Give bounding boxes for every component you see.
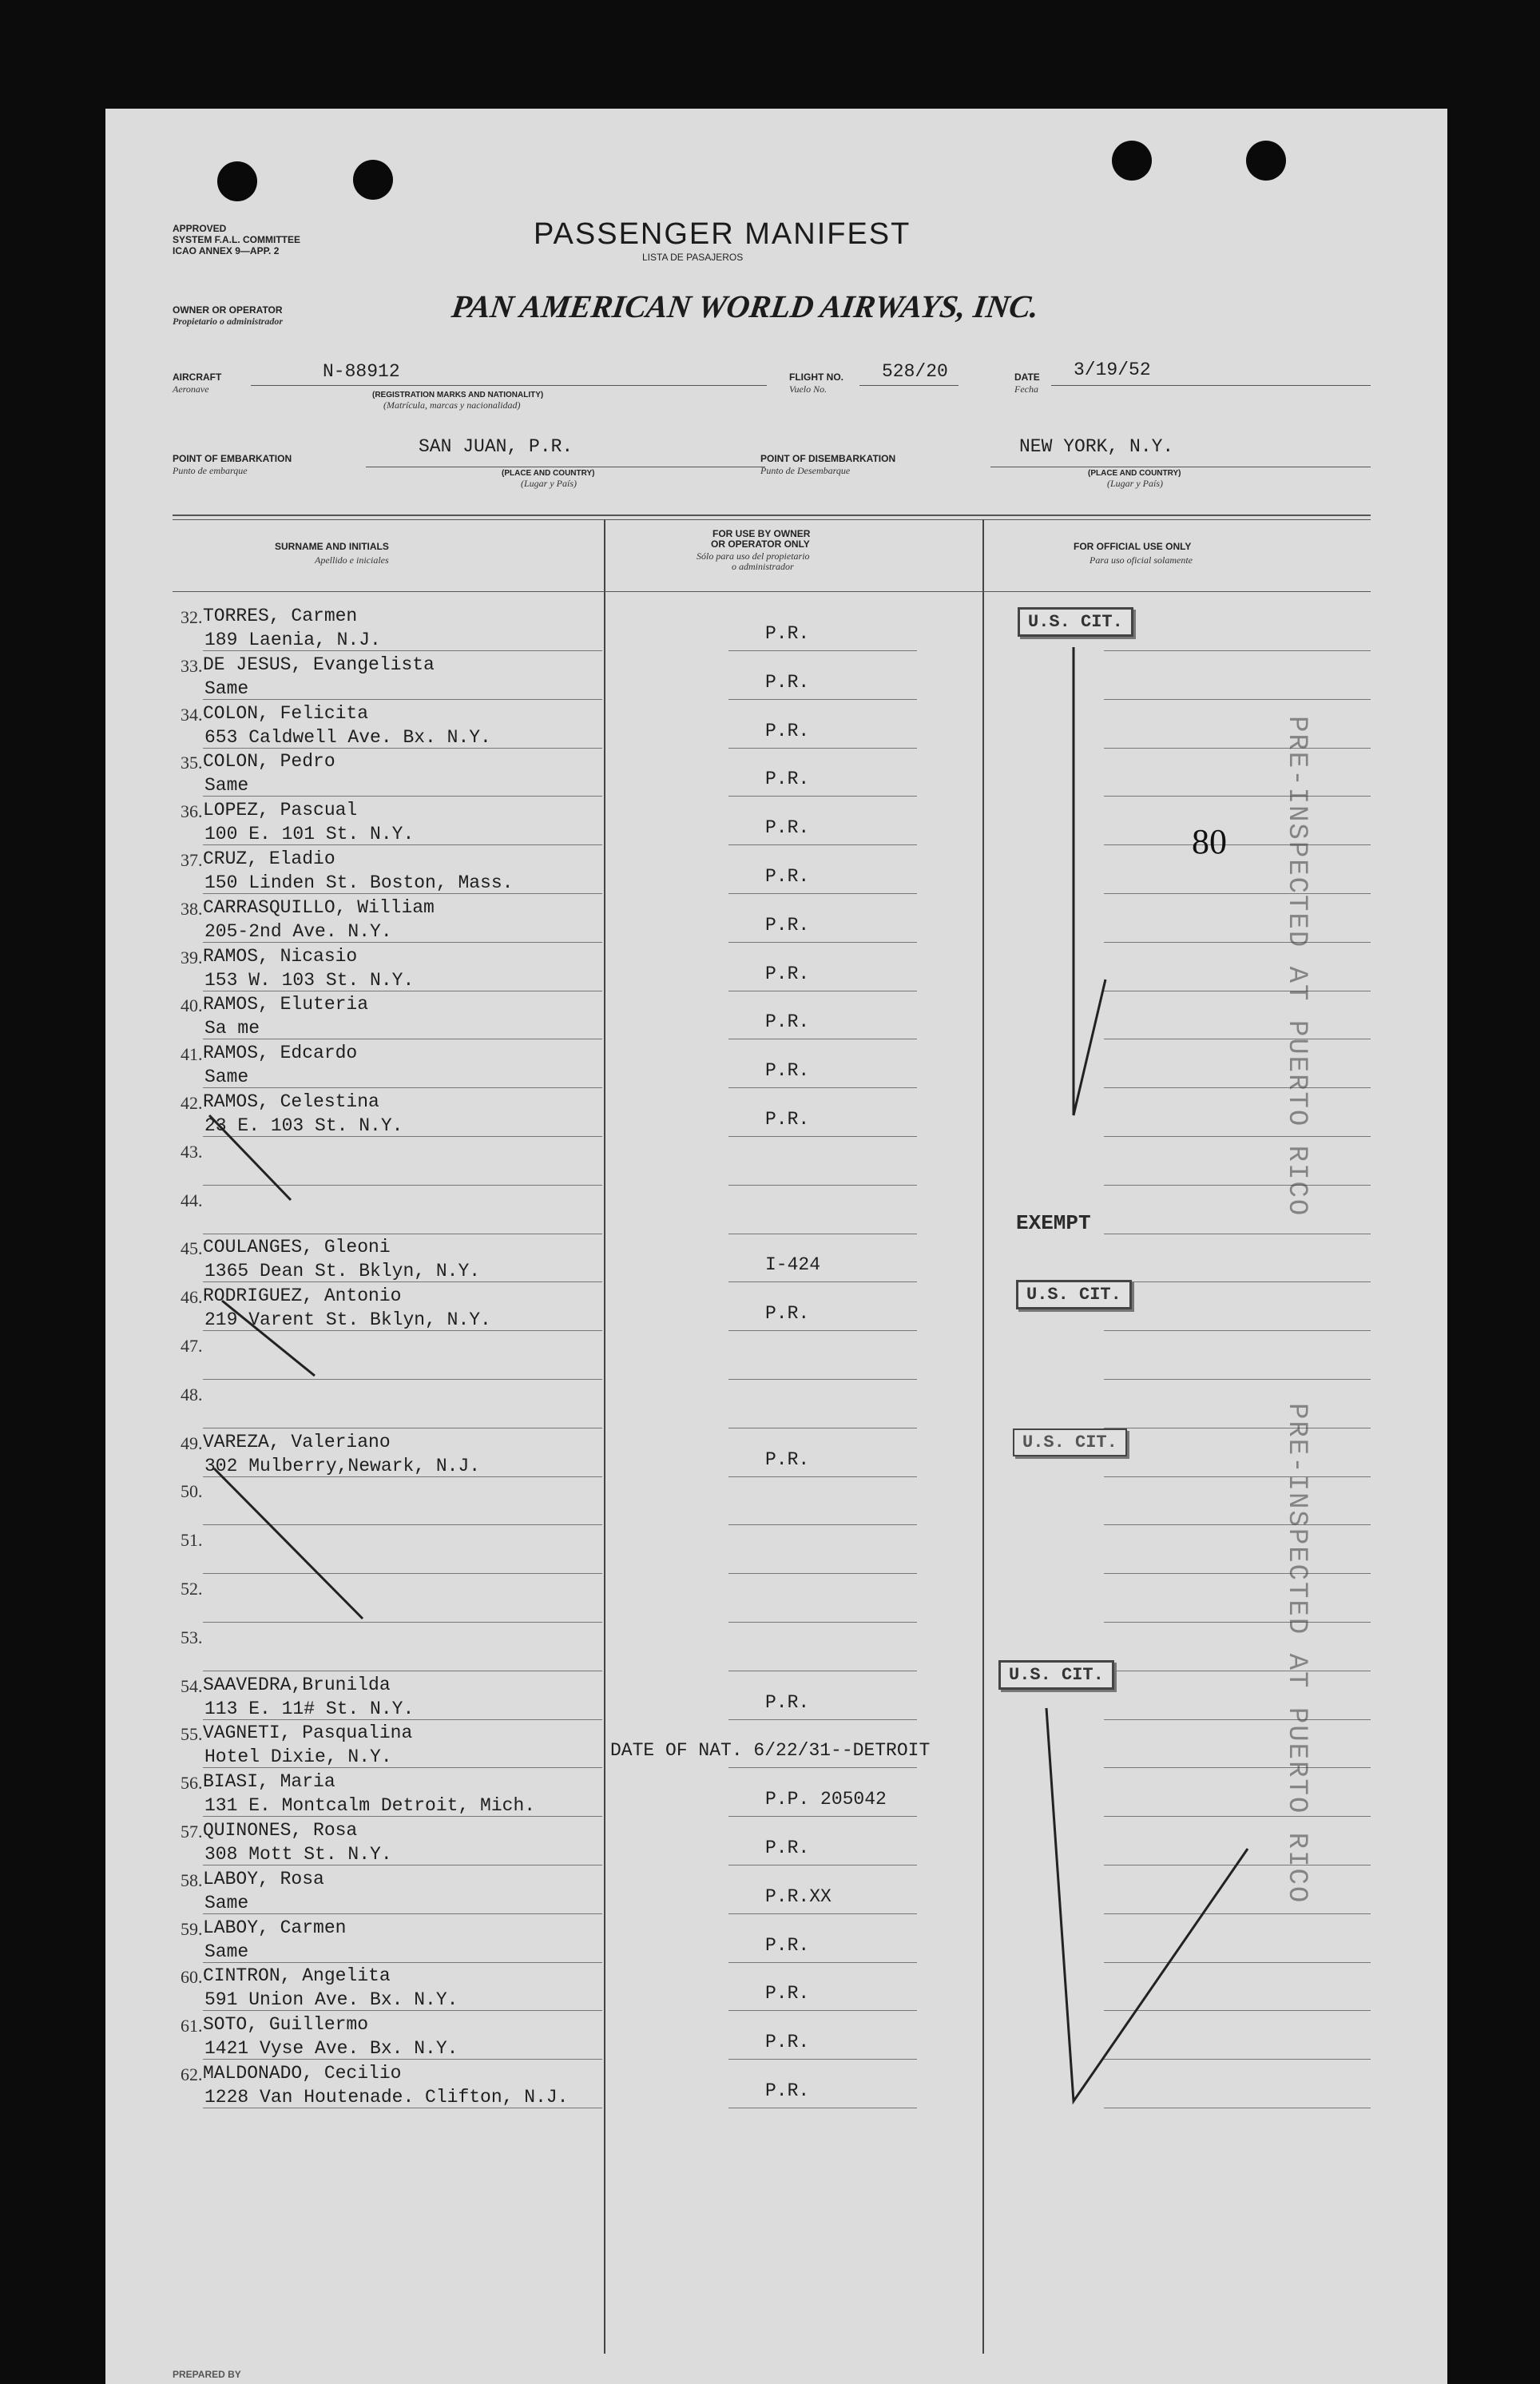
row-number: 36. <box>181 801 203 821</box>
flight-value: 528/20 <box>882 361 948 382</box>
passenger-name: MALDONADO, Cecilio <box>203 2063 402 2084</box>
row-number: 44. <box>181 1190 203 1210</box>
passenger-address: 653 Caldwell Ave. Bx. N.Y. <box>204 727 491 748</box>
operator-note: DATE OF NAT. 6/22/31--DETROIT <box>610 1740 931 1761</box>
disembarkation-value: NEW YORK, N.Y. <box>1019 436 1174 457</box>
operator-note: I-424 <box>765 1254 821 1275</box>
flight-label: FLIGHT NO. <box>789 372 843 383</box>
passenger-name: CRUZ, Eladio <box>203 848 335 869</box>
date-value: 3/19/52 <box>1074 360 1151 380</box>
passenger-address: 23 E. 103 St. N.Y. <box>204 1115 403 1136</box>
aircraft-value: N-88912 <box>323 361 400 382</box>
operator-note: P.R. <box>765 1983 810 2004</box>
us-cit-stamp: U.S. CIT. <box>1013 1428 1127 1456</box>
passenger-name: COLON, Felicita <box>203 703 369 724</box>
passenger-address: Same <box>204 1941 249 1962</box>
row-number: 51. <box>181 1530 203 1550</box>
column-header-operator-es-line2: o administrador <box>732 561 794 572</box>
passenger-name: TORRES, Carmen <box>203 606 358 626</box>
passenger-address: 205-2nd Ave. N.Y. <box>204 921 392 942</box>
passenger-name: VAREZA, Valeriano <box>203 1432 391 1452</box>
passenger-name: RAMOS, Nicasio <box>203 946 358 967</box>
operator-note: P.R. <box>765 964 810 984</box>
passenger-name: LOPEZ, Pascual <box>203 800 358 820</box>
disembarkation-place-note: (PLACE AND COUNTRY) <box>1088 469 1181 478</box>
tick-mark <box>1074 647 1105 1115</box>
passenger-address: Same <box>204 775 249 796</box>
operator-note: P.R. <box>765 1935 810 1956</box>
registration-note: (REGISTRATION MARKS AND NATIONALITY) <box>372 391 544 399</box>
operator-note: P.R. <box>765 721 810 741</box>
tick-mark <box>1046 1708 1248 2101</box>
annex-label: ICAO ANNEX 9—APP. 2 <box>173 245 280 256</box>
flight-label-es: Vuelo No. <box>789 383 828 395</box>
passenger-name: SOTO, Guillermo <box>203 2014 369 2035</box>
row-number: 34. <box>181 705 203 725</box>
passenger-name: SAAVEDRA,Brunilda <box>203 1675 391 1695</box>
passenger-name: DE JESUS, Evangelista <box>203 654 435 675</box>
cancel-stroke <box>214 1468 363 1619</box>
operator-note: P.R. <box>765 1011 810 1032</box>
passenger-name: BIASI, Maria <box>203 1771 335 1792</box>
preinspected-stamp: PRE-INSPECTED AT PUERTO RICO <box>1281 716 1312 1218</box>
passenger-address: 219 Varent St. Bklyn, N.Y. <box>204 1309 491 1330</box>
embarkation-place-note: (PLACE AND COUNTRY) <box>502 469 595 478</box>
row-number: 45. <box>181 1238 203 1258</box>
row-number: 53. <box>181 1627 203 1647</box>
disembarkation-place-note-es: (Lugar y País) <box>1107 478 1163 489</box>
operator-note: P.R. <box>765 817 810 838</box>
row-number: 50. <box>181 1481 203 1501</box>
operator-note: P.R. <box>765 1060 810 1081</box>
row-number: 56. <box>181 1773 203 1793</box>
row-number: 38. <box>181 899 203 919</box>
passenger-name: QUINONES, Rosa <box>203 1820 358 1841</box>
row-number: 59. <box>181 1919 203 1939</box>
operator-note: P.R. <box>765 866 810 887</box>
row-number: 37. <box>181 850 203 870</box>
passenger-address: 131 E. Montcalm Detroit, Mich. <box>204 1795 536 1816</box>
operator-note: P.P. 205042 <box>765 1789 887 1810</box>
passenger-address: Same <box>204 678 249 699</box>
row-number: 39. <box>181 948 203 968</box>
passenger-address: Same <box>204 1067 249 1087</box>
owner-label-es: Propietario o administrador <box>173 316 284 327</box>
date-label: DATE <box>1014 372 1040 383</box>
exempt-stamp: EXEMPT <box>1016 1211 1091 1235</box>
row-number: 54. <box>181 1676 203 1696</box>
operator-note: P.R. <box>765 1692 810 1713</box>
passenger-name: RODRIGUEZ, Antonio <box>203 1285 402 1306</box>
prepared-by-label: PREPARED BY <box>173 2369 241 2380</box>
column-header-name: SURNAME AND INITIALS <box>275 541 389 552</box>
operator-note: P.R. <box>765 2032 810 2052</box>
column-header-operator: FOR USE BY OWNER <box>712 528 811 539</box>
passenger-address: 1228 Van Houtenade. Clifton, N.J. <box>204 2087 569 2108</box>
passenger-name: RAMOS, Celestina <box>203 1091 379 1112</box>
passenger-address: 308 Mott St. N.Y. <box>204 1844 392 1865</box>
preinspected-stamp: PRE-INSPECTED AT PUERTO RICO <box>1281 1403 1312 1905</box>
passenger-address: 113 E. 11# St. N.Y. <box>204 1699 415 1719</box>
us-cit-stamp: U.S. CIT. <box>1018 607 1133 637</box>
column-header-official-es: Para uso oficial solamente <box>1090 554 1193 566</box>
operator-note: P.R. <box>765 1449 810 1470</box>
row-number: 40. <box>181 995 203 1015</box>
passenger-address: 591 Union Ave. Bx. N.Y. <box>204 1989 458 2010</box>
row-number: 47. <box>181 1336 203 1356</box>
airline-name: PAN AMERICAN WORLD AIRWAYS, INC. <box>449 288 1042 324</box>
embarkation-label-es: Punto de embarque <box>173 465 248 476</box>
passenger-name: CINTRON, Angelita <box>203 1965 391 1986</box>
disembarkation-label-es: Punto de Desembarque <box>760 465 851 476</box>
column-header-operator-es: Sólo para uso del propietario <box>697 550 810 562</box>
us-cit-stamp: U.S. CIT. <box>998 1660 1114 1690</box>
operator-note: P.R. <box>765 623 810 644</box>
operator-note: P.R. <box>765 1109 810 1130</box>
passenger-name: COLON, Pedro <box>203 751 335 772</box>
passenger-address: 189 Laenia, N.J. <box>204 630 381 650</box>
passenger-name: RAMOS, Edcardo <box>203 1043 358 1063</box>
column-header-name-es: Apellido e iniciales <box>315 554 389 566</box>
registration-note-es: (Matrícula, marcas y nacionalidad) <box>383 399 521 411</box>
manifest-sheet <box>105 109 1447 2384</box>
passenger-count: 80 <box>1192 822 1227 861</box>
row-number: 55. <box>181 1724 203 1744</box>
aircraft-label: AIRCRAFT <box>173 372 222 383</box>
operator-note: P.R.XX <box>765 1886 832 1907</box>
passenger-address: 150 Linden St. Boston, Mass. <box>204 872 514 893</box>
page-title: PASSENGER MANIFEST <box>534 217 911 251</box>
passenger-address: 1421 Vyse Ave. Bx. N.Y. <box>204 2038 458 2059</box>
passenger-name: COULANGES, Gleoni <box>203 1237 391 1258</box>
passenger-address: Sa me <box>204 1018 260 1039</box>
passenger-address: 153 W. 103 St. N.Y. <box>204 970 415 991</box>
row-number: 48. <box>181 1385 203 1405</box>
row-number: 32. <box>181 607 203 627</box>
disembarkation-label: POINT OF DISEMBARKATION <box>760 453 896 464</box>
row-number: 58. <box>181 1870 203 1890</box>
date-label-es: Fecha <box>1014 383 1038 395</box>
operator-note: P.R. <box>765 1303 810 1324</box>
operator-note: P.R. <box>765 2080 810 2101</box>
passenger-name: LABOY, Rosa <box>203 1869 324 1889</box>
row-number: 52. <box>181 1579 203 1599</box>
row-number: 57. <box>181 1822 203 1842</box>
aircraft-label-es: Aeronave <box>173 383 209 395</box>
cancel-marks <box>105 109 1447 2384</box>
owner-label: OWNER OR OPERATOR <box>173 304 283 316</box>
row-number: 62. <box>181 2064 203 2084</box>
approved-label: APPROVED <box>173 223 227 234</box>
passenger-address: 302 Mulberry,Newark, N.J. <box>204 1456 481 1476</box>
passenger-name: RAMOS, Eluteria <box>203 994 369 1015</box>
passenger-address: 100 E. 101 St. N.Y. <box>204 824 415 844</box>
row-number: 61. <box>181 2016 203 2036</box>
passenger-address: 1365 Dean St. Bklyn, N.Y. <box>204 1261 481 1281</box>
row-number: 42. <box>181 1093 203 1113</box>
us-cit-stamp: U.S. CIT. <box>1016 1280 1132 1309</box>
embarkation-label: POINT OF EMBARKATION <box>173 453 292 464</box>
column-header-official: FOR OFFICIAL USE ONLY <box>1074 541 1192 552</box>
row-number: 33. <box>181 656 203 676</box>
passenger-name: LABOY, Carmen <box>203 1917 347 1938</box>
operator-note: P.R. <box>765 672 810 693</box>
passenger-address: Hotel Dixie, N.Y. <box>204 1746 392 1767</box>
embarkation-place-note-es: (Lugar y País) <box>521 478 577 489</box>
committee-label: SYSTEM F.A.L. COMMITTEE <box>173 234 301 245</box>
row-number: 35. <box>181 753 203 773</box>
cancel-stroke <box>222 1301 315 1376</box>
row-number: 43. <box>181 1142 203 1162</box>
embarkation-value: SAN JUAN, P.R. <box>419 436 574 457</box>
passenger-name: CARRASQUILLO, William <box>203 897 435 918</box>
operator-note: P.R. <box>765 915 810 936</box>
row-number: 49. <box>181 1433 203 1453</box>
row-number: 60. <box>181 1967 203 1987</box>
operator-note: P.R. <box>765 769 810 789</box>
operator-note: P.R. <box>765 1838 810 1858</box>
column-header-operator-line2: OR OPERATOR ONLY <box>711 538 810 550</box>
cancel-stroke <box>209 1115 291 1200</box>
row-number: 41. <box>181 1044 203 1064</box>
page-subtitle: LISTA DE PASAJEROS <box>642 252 744 263</box>
row-number: 46. <box>181 1287 203 1307</box>
passenger-name: VAGNETI, Pasqualina <box>203 1722 413 1743</box>
passenger-address: Same <box>204 1893 249 1913</box>
